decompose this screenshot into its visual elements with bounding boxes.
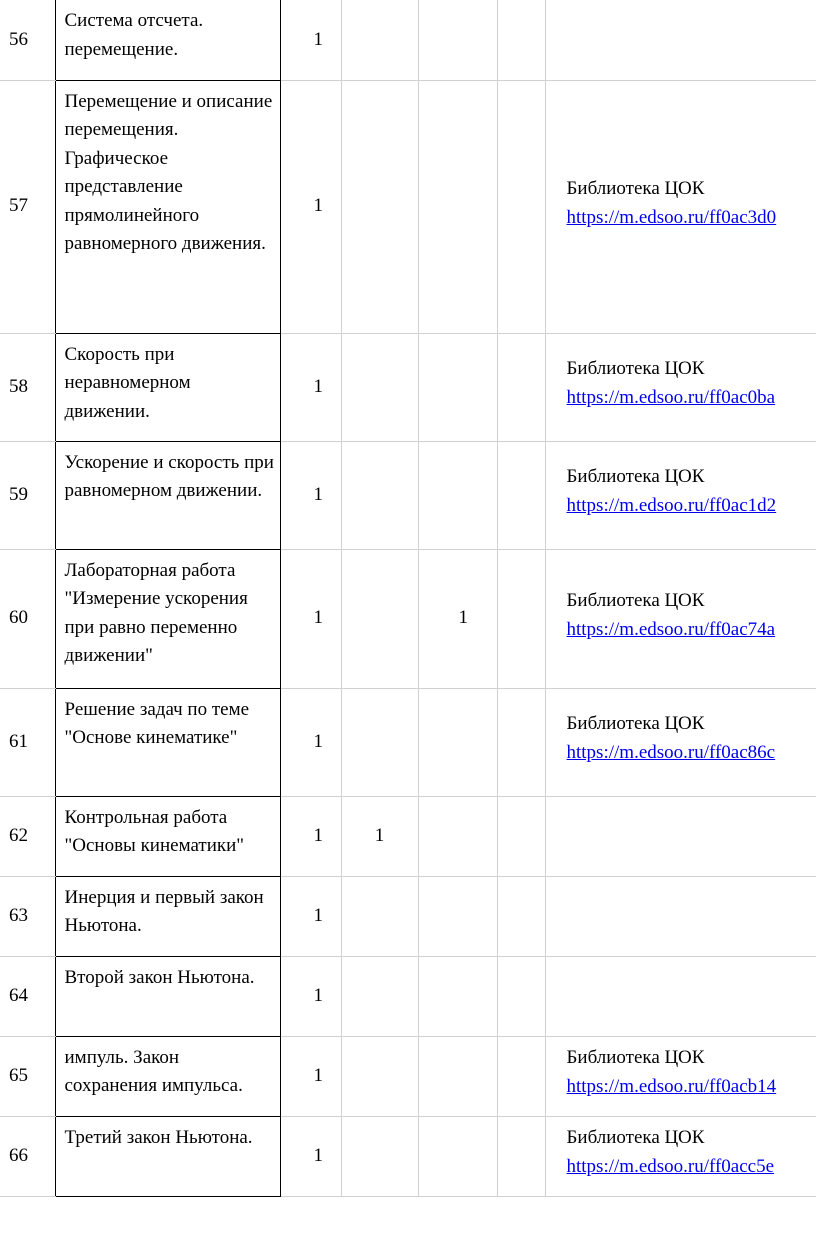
digital-resource [545, 796, 816, 876]
lesson-topic: Контрольная работа "Основы кинематики" [55, 796, 280, 876]
lesson-hours: 1 [280, 0, 341, 80]
library-label: Библиотека ЦОК [566, 589, 705, 611]
control-work-count [341, 688, 418, 796]
practical-work-count [418, 796, 497, 876]
table-row [0, 333, 816, 441]
lesson-date [497, 441, 545, 549]
lesson-date [497, 333, 545, 441]
lesson-date [497, 549, 545, 688]
lesson-date [497, 796, 545, 876]
library-label: Библиотека ЦОК [566, 713, 705, 734]
lesson-hours: 1 [280, 876, 341, 956]
lesson-number: 57 [0, 80, 55, 333]
lesson-topic: Третий закон Ньютона. [55, 1116, 280, 1196]
table-row [0, 796, 816, 876]
lesson-topic: Решение задач по теме "Основе кинематике" [55, 688, 280, 796]
lesson-number: 66 [0, 1116, 55, 1196]
library-label: Библиотека ЦОК [566, 466, 705, 487]
lesson-date [497, 1116, 545, 1196]
lesson-date [497, 80, 545, 333]
control-work-count [341, 549, 418, 688]
resource-link[interactable]: https://m.edsoo.ru/ff0ac74a [566, 618, 776, 640]
digital-resource [545, 549, 816, 688]
practical-work-count [418, 956, 497, 1036]
lesson-hours: 1 [280, 688, 341, 796]
lesson-number: 62 [0, 796, 55, 876]
control-work-count [341, 80, 418, 333]
practical-work-count [418, 876, 497, 956]
control-work-count [341, 0, 418, 80]
digital-resource [545, 1116, 816, 1196]
lesson-date [497, 876, 545, 956]
practical-work-count [418, 1116, 497, 1196]
table-row [0, 956, 816, 1036]
library-label: Библиотека ЦОК [566, 177, 705, 199]
lesson-topic: Инерция и первый закон Ньютона. [55, 876, 280, 956]
lesson-topic: импуль. Закон сохранения импульса. [55, 1036, 280, 1116]
library-label: Библиотека ЦОК [566, 358, 705, 379]
control-work-count [341, 1116, 418, 1196]
practical-work-count [418, 1036, 497, 1116]
library-label: Библиотека ЦОК [566, 1127, 705, 1148]
digital-resource [545, 80, 816, 333]
lesson-topic: Второй закон Ньютона. [55, 956, 280, 1036]
digital-resource [545, 441, 816, 549]
lesson-number: 60 [0, 549, 55, 688]
lesson-number: 64 [0, 956, 55, 1036]
control-work-count [341, 956, 418, 1036]
table-row [0, 876, 816, 956]
digital-resource [545, 956, 816, 1036]
lesson-hours: 1 [280, 80, 341, 333]
digital-resource [545, 876, 816, 956]
library-label: Библиотека ЦОК [566, 1047, 705, 1068]
lesson-hours: 1 [280, 333, 341, 441]
lesson-hours: 1 [280, 956, 341, 1036]
lesson-date [497, 0, 545, 80]
lesson-hours: 1 [280, 441, 341, 549]
practical-work-count [418, 80, 497, 333]
resource-link[interactable]: https://m.edsoo.ru/ff0ac86c [566, 742, 776, 763]
resource-link[interactable]: https://m.edsoo.ru/ff0ac0ba [566, 387, 776, 408]
resource-link[interactable]: https://m.edsoo.ru/ff0ac3d0 [566, 206, 777, 228]
table-row [0, 441, 816, 549]
lesson-date [497, 688, 545, 796]
lesson-topic: Скорость при неравномерном движении. [55, 333, 280, 441]
lesson-number: 65 [0, 1036, 55, 1116]
lesson-date [497, 1036, 545, 1116]
control-work-count [341, 1036, 418, 1116]
control-work-count: 1 [341, 796, 418, 876]
digital-resource [545, 688, 816, 796]
lesson-date [497, 956, 545, 1036]
table-row [0, 0, 816, 80]
lesson-hours: 1 [280, 1036, 341, 1116]
lesson-hours: 1 [280, 796, 341, 876]
lesson-number: 63 [0, 876, 55, 956]
control-work-count [341, 876, 418, 956]
practical-work-count [418, 0, 497, 80]
practical-work-count [418, 441, 497, 549]
lesson-number: 59 [0, 441, 55, 549]
lesson-topic: Ускорение и скорость при равномерном движении. [55, 441, 280, 549]
digital-resource [545, 0, 816, 80]
digital-resource [545, 1036, 816, 1116]
lesson-number: 58 [0, 333, 55, 441]
lesson-number: 61 [0, 688, 55, 796]
lesson-hours: 1 [280, 1116, 341, 1196]
practical-work-count: 1 [418, 549, 497, 688]
lesson-topic: Перемещение и описание перемещения. Графическое представление прямолинейного равномерного движения. [55, 80, 280, 333]
lesson-hours: 1 [280, 549, 341, 688]
table-row [0, 549, 816, 688]
control-work-count [341, 441, 418, 549]
resource-link[interactable]: https://m.edsoo.ru/ff0acb14 [566, 1076, 777, 1097]
table-row [0, 80, 816, 333]
control-work-count [341, 333, 418, 441]
practical-work-count [418, 333, 497, 441]
table-row [0, 688, 816, 796]
digital-resource [545, 333, 816, 441]
resource-link[interactable]: https://m.edsoo.ru/ff0acc5e [566, 1156, 775, 1177]
resource-link[interactable]: https://m.edsoo.ru/ff0ac1d2 [566, 495, 777, 516]
lesson-number: 56 [0, 0, 55, 80]
lesson-topic: Система отсчета. перемещение. [55, 0, 280, 80]
lesson-topic: Лабораторная работа "Измерение ускорения при равно переменно движении" [55, 549, 280, 688]
table-row [0, 1036, 816, 1116]
table-row [0, 1116, 816, 1196]
practical-work-count [418, 688, 497, 796]
